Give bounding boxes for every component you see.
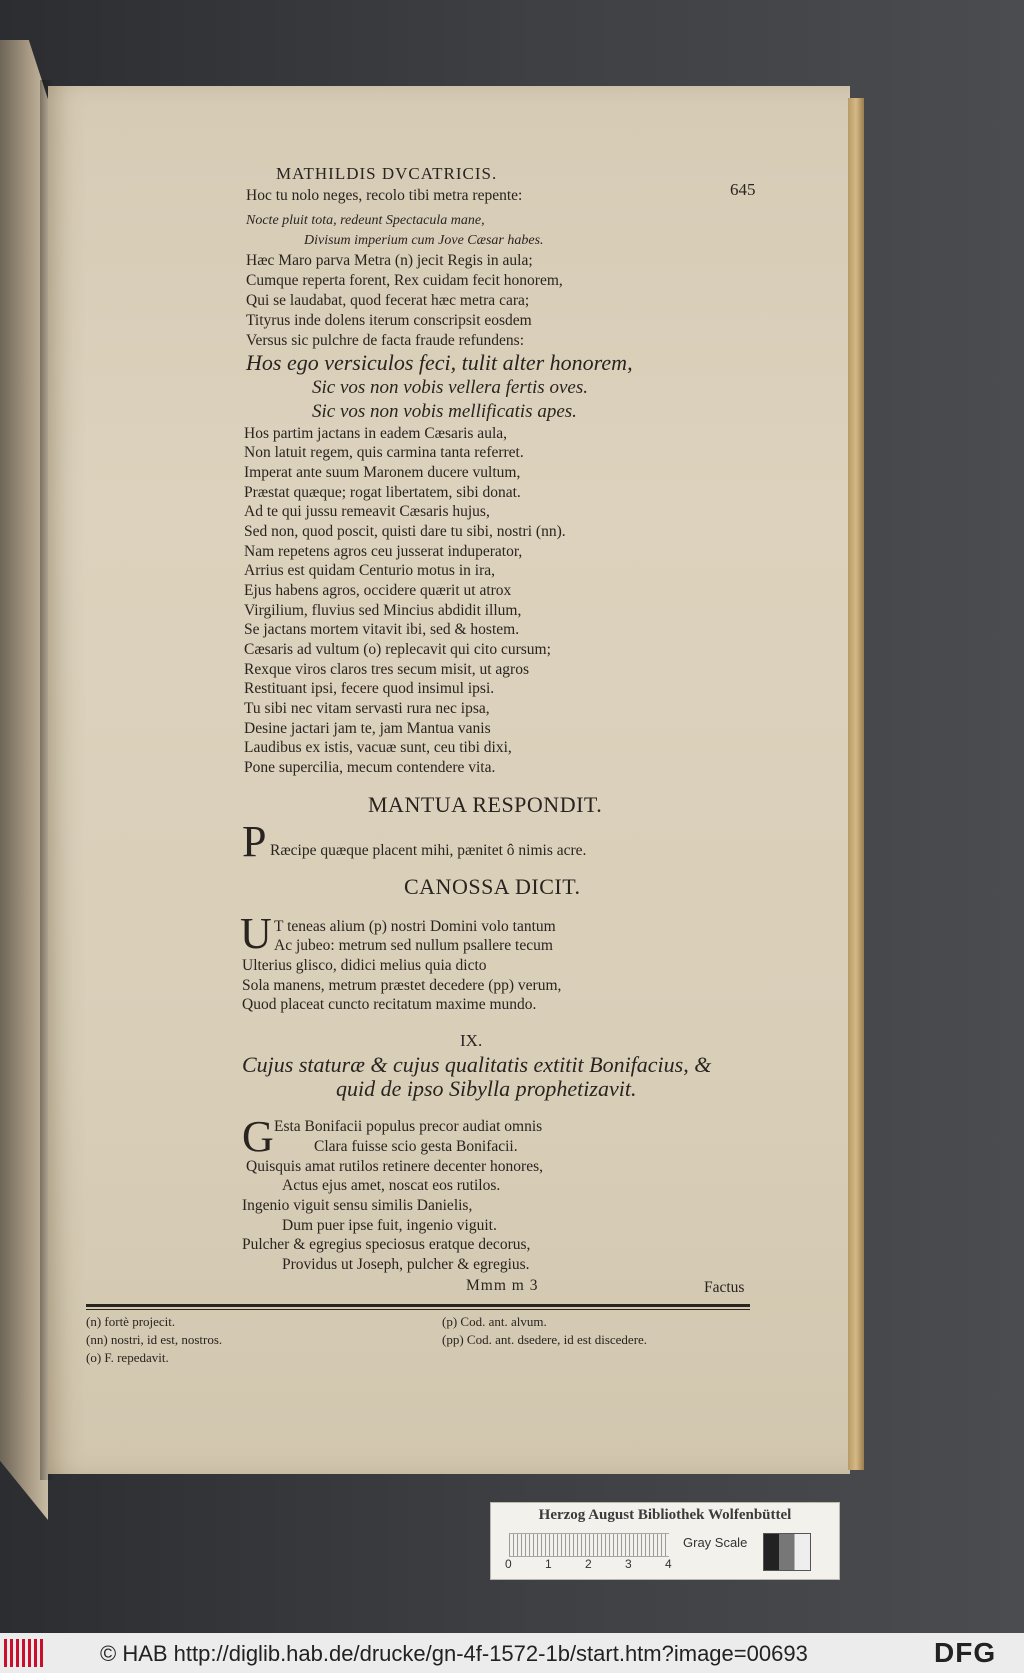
poem-line: Hæc Maro parva Metra (n) jecit Regis in aula; [246, 252, 533, 269]
footnote-rule [86, 1304, 750, 1307]
poem-line: Præstat quæque; rogat libertatem, sibi donat. [244, 484, 521, 501]
gray-scale-swatch [763, 1533, 811, 1571]
poem-line: Ulterius glisco, didici melius quia dicto [242, 957, 487, 974]
poem-line: T teneas alium (p) nostri Domini volo tantum [274, 918, 556, 935]
library-name: Herzog August Bibliothek Wolfenbüttel [538, 1507, 792, 1523]
poem-line: Arrius est quidam Centurio motus in ira, [244, 562, 495, 579]
hab-logo-icon [4, 1639, 46, 1667]
poem-line: Pulcher & egregius speciosus eratque decorus, [242, 1236, 531, 1253]
poem-line: Clara fuisse scio gesta Bonifacii. [314, 1138, 518, 1155]
gray-scale-label: Gray Scale [683, 1535, 748, 1550]
chapter-title: quid de ipso Sibylla prophetizavit. [336, 1076, 637, 1101]
ruler-number: 3 [625, 1557, 632, 1571]
footnote: (n) fortè projecit. [86, 1314, 176, 1329]
poem-line: Esta Bonifacii populus precor audiat omnis [274, 1118, 543, 1135]
poem-line: Actus ejus amet, noscat eos rutilos. [282, 1177, 501, 1194]
poem-line: Desine jactari jam te, jam Mantua vanis [244, 720, 491, 737]
chapter-number: IX. [460, 1031, 483, 1050]
poem-line: Ejus habens agros, occidere quærit ut atrox [244, 582, 512, 599]
ruler-number: 4 [665, 1557, 672, 1571]
catchword: Factus [704, 1279, 745, 1296]
footnote-rule-thin [86, 1309, 750, 1310]
poem-line: Virgilium, fluvius sed Mincius abdidit illum, [244, 602, 522, 619]
poem-line: Cumque reperta forent, Rex cuidam fecit honorem, [246, 272, 563, 289]
poem-line: Sola manens, metrum præstet decedere (pp) verum, [242, 977, 562, 994]
poem-line: Ad te qui jussu remeavit Cæsaris hujus, [244, 503, 490, 520]
viewer-footer [0, 1633, 1024, 1673]
footnote: (pp) Cod. ant. dsedere, id est discedere. [442, 1332, 648, 1347]
ruler-number: 2 [585, 1557, 592, 1571]
running-title: MATHILDIS DVCATRICIS. [276, 164, 498, 183]
scale-ruler [509, 1533, 669, 1557]
page-number: 645 [730, 180, 756, 199]
poem-line: Hos ego versiculos feci, tulit alter honorem, [246, 350, 633, 375]
poem-line: Quod placeat cuncto recitatum maxime mundo. [242, 996, 537, 1013]
signature-mark: Mmm m 3 [466, 1277, 539, 1294]
poem-line: Cæsaris ad vultum (o) replecavit qui cito cursum; [244, 641, 551, 658]
poem-line: Dum puer ipse fuit, ingenio viguit. [282, 1217, 497, 1234]
poem-line: Imperat ante suum Maronem ducere vultum, [244, 464, 521, 481]
poem-line: Ac jubeo: metrum sed nullum psallere tecum [274, 937, 553, 954]
drop-cap: P [242, 817, 267, 866]
poem-line: Restituant ipsi, fecere quod insimul ipsi. [244, 680, 495, 697]
poem-line: Nam repetens agros ceu jusserat induperator, [244, 543, 523, 560]
footnote: (p) Cod. ant. alvum. [442, 1314, 547, 1329]
drop-cap: G [242, 1112, 274, 1161]
poem-line: Qui se laudabat, quod fecerat hæc metra cara; [246, 292, 530, 309]
poem-line: Sic vos non vobis vellera fertis oves. [312, 377, 588, 398]
poem-line: Tu sibi nec vitam servasti rura nec ipsa, [244, 700, 490, 717]
poem-line: Nocte pluit tota, redeunt Spectacula mane, [246, 213, 485, 228]
poem-line: Non latuit regem, quis carmina tanta referret. [244, 444, 524, 461]
poem-line: Divisum imperium cum Jove Cæsar habes. [304, 233, 544, 248]
poem-line: Rexque viros claros tres secum misit, ut agros [244, 661, 529, 678]
footnote: (o) F. repedavit. [86, 1350, 169, 1365]
ruler-number: 1 [545, 1557, 552, 1571]
poem-line: Versus sic pulchre de facta fraude refundens: [246, 332, 525, 349]
poem-line: Sed non, quod poscit, quisti dare tu sibi, nostri (nn). [244, 523, 566, 540]
drop-cap: U [240, 909, 272, 958]
poem-line: Pone supercilia, mecum contendere vita. [244, 759, 496, 776]
poem-line: Hos partim jactans in eadem Cæsaris aula, [244, 425, 508, 442]
poem-line: Ingenio viguit sensu similis Danielis, [242, 1197, 473, 1214]
ruler-number: 0 [505, 1557, 512, 1571]
poem-line: Ræcipe quæque placent mihi, pænitet ô nimis acre. [270, 842, 587, 859]
poem-line: Quisquis amat rutilos retinere decenter honores, [246, 1158, 543, 1175]
section-heading: MANTUA RESPONDIT. [368, 792, 603, 817]
poem-line: Sic vos non vobis mellificatis apes. [312, 401, 577, 422]
footnote: (nn) nostri, id est, nostros. [86, 1332, 223, 1347]
source-url[interactable]: © HAB http://diglib.hab.de/drucke/gn-4f-1572-1b/start.htm?image=00693 [100, 1641, 808, 1666]
poem-line: Providus ut Joseph, pulcher & egregius. [282, 1256, 530, 1273]
dfg-logo: DFG [934, 1637, 997, 1668]
chapter-title: Cujus staturæ & cujus qualitatis extitit Bonifacius, & [242, 1052, 712, 1077]
library-color-card [490, 1502, 840, 1580]
section-heading: CANOSSA DICIT. [404, 874, 581, 899]
poem-line: Hoc tu nolo neges, recolo tibi metra repente: [246, 187, 523, 204]
poem-line: Tityrus inde dolens iterum conscripsit eosdem [246, 312, 532, 329]
poem-line: Laudibus ex istis, vacuæ sunt, ceu tibi dixi, [244, 739, 512, 756]
poem-line: Se jactans mortem vitavit ibi, sed & hostem. [244, 621, 520, 638]
